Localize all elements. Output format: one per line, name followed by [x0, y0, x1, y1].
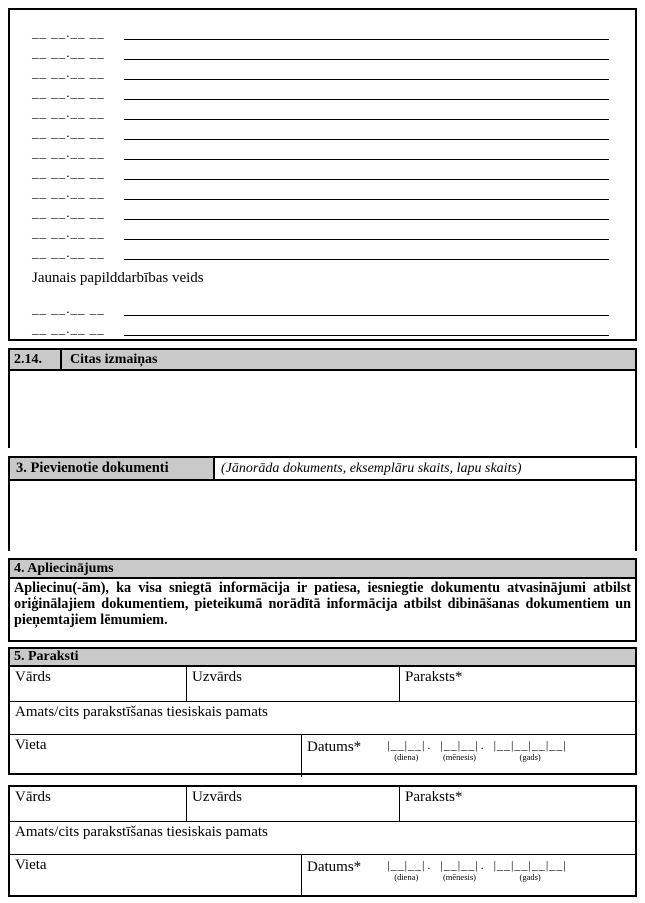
activity-codes-section	[8, 8, 637, 341]
date-year-boxes[interactable]: |__|__|__|__|	[493, 858, 567, 872]
section-2-14-header	[10, 350, 635, 371]
date-separator: .	[480, 858, 484, 872]
activity-description-line[interactable]	[124, 20, 609, 40]
signature-field[interactable]: Paraksts*	[405, 669, 463, 685]
date-day-caption: (diena)	[394, 752, 419, 762]
name-field[interactable]: Vārds	[10, 787, 187, 821]
date-day-boxes[interactable]: |__|__|	[387, 858, 426, 872]
activity-code-row	[32, 220, 609, 240]
place-field[interactable]: Vieta	[10, 735, 302, 777]
activity-code-field[interactable]: __ __.__ __	[32, 165, 105, 180]
date-month-boxes[interactable]: |__|__|	[440, 738, 479, 752]
date-day-group[interactable]	[387, 739, 425, 762]
date-day-caption: (diena)	[394, 872, 419, 882]
activity-code-row	[32, 100, 609, 120]
activity-code-field[interactable]: __ __.__ __	[32, 185, 105, 200]
activity-code-row	[32, 180, 609, 200]
signature-row-names	[10, 787, 635, 822]
activity-description-line[interactable]	[124, 180, 609, 200]
date-year-caption: (gads)	[519, 752, 541, 762]
date-field[interactable]	[302, 735, 635, 777]
signature-row-place-date	[10, 855, 635, 897]
activity-code-field[interactable]: __ __.__ __	[32, 65, 105, 80]
activity-code-row	[32, 40, 609, 60]
section-4-title: 4. Apliecinājums	[14, 560, 114, 576]
signature-row-position	[10, 822, 635, 855]
name-field[interactable]: Vārds	[10, 667, 187, 701]
activity-code-field[interactable]: __ __.__ __	[32, 205, 105, 220]
section-3-hint: (Jānorāda dokuments, eksemplāru skaits, lapu skaits)	[221, 460, 522, 476]
section-signatures	[8, 647, 637, 775]
activity-code-row	[32, 140, 609, 160]
surname-field[interactable]: Uzvārds	[187, 667, 400, 701]
date-separator: .	[427, 858, 431, 872]
activity-code-field[interactable]: __ __.__ __	[32, 105, 105, 120]
new-activity-heading: Jaunais papilddarbības veids	[32, 270, 204, 286]
section-signatures-second	[8, 785, 637, 897]
activity-description-line[interactable]	[124, 160, 609, 180]
activity-description-line[interactable]	[124, 240, 609, 260]
signature-row-position	[10, 702, 635, 735]
section-declaration	[8, 558, 637, 642]
activity-description-line[interactable]	[124, 40, 609, 60]
signature-field[interactable]: Paraksts*	[405, 789, 463, 805]
declaration-text: Apliecinu(-ām), ka visa sniegtā informācija ir patiesa, iesniegtie dokumentu atvasinājumi atbilst oriģinālajiem dokumentiem, pieteikumā norādītā informācija atbilst dibināšanas dokumentiem un pieņemtajiem lēmumiem.	[14, 580, 631, 629]
attached-documents-input-area[interactable]	[10, 481, 635, 551]
date-separator: .	[427, 738, 431, 752]
activity-code-row	[32, 20, 609, 40]
section-3-header	[10, 458, 635, 481]
date-month-boxes[interactable]: |__|__|	[440, 858, 479, 872]
activity-code-row	[32, 120, 609, 140]
section-2-14-title: Citas izmaiņas	[70, 351, 158, 367]
activity-code-field[interactable]: __ __.__ __	[32, 245, 105, 260]
date-label: Datums*	[307, 859, 362, 875]
date-year-group[interactable]	[494, 859, 567, 882]
surname-field[interactable]: Uzvārds	[187, 787, 400, 821]
date-month-caption: (mēnesis)	[442, 752, 477, 762]
activity-code-row	[32, 80, 609, 100]
activity-description-line[interactable]	[124, 316, 609, 336]
activity-description-line[interactable]	[124, 120, 609, 140]
position-field[interactable]: Amats/cits parakstīšanas tiesiskais pamats	[15, 824, 268, 840]
activity-code-field[interactable]: __ __.__ __	[32, 25, 105, 40]
position-field[interactable]: Amats/cits parakstīšanas tiesiskais pamats	[15, 704, 268, 720]
section-5-header	[10, 649, 635, 667]
activity-description-line[interactable]	[124, 60, 609, 80]
date-label: Datums*	[307, 739, 362, 755]
other-changes-input-area[interactable]	[10, 371, 635, 448]
date-day-group[interactable]	[387, 859, 425, 882]
date-year-group[interactable]	[494, 739, 567, 762]
activity-code-field[interactable]: __ __.__ __	[32, 321, 105, 336]
date-field[interactable]	[302, 855, 635, 897]
signature-row-names	[10, 667, 635, 702]
activity-code-field[interactable]: __ __.__ __	[32, 45, 105, 60]
activity-description-line[interactable]	[124, 140, 609, 160]
activity-description-line[interactable]	[124, 296, 609, 316]
date-month-group[interactable]	[440, 859, 478, 882]
activity-code-field[interactable]: __ __.__ __	[32, 125, 105, 140]
section-other-changes	[8, 348, 637, 448]
date-year-caption: (gads)	[519, 872, 541, 882]
activity-code-row	[32, 160, 609, 180]
activity-description-line[interactable]	[124, 80, 609, 100]
date-month-group[interactable]	[440, 739, 478, 762]
date-year-boxes[interactable]: |__|__|__|__|	[493, 738, 567, 752]
activity-code-row	[32, 200, 609, 220]
section-attached-documents	[8, 456, 637, 551]
new-activity-code-row	[32, 316, 609, 336]
activity-code-row	[32, 240, 609, 260]
signature-row-place-date	[10, 735, 635, 777]
activity-code-field[interactable]: __ __.__ __	[32, 301, 105, 316]
activity-code-field[interactable]: __ __.__ __	[32, 85, 105, 100]
section-5-title: 5. Paraksti	[14, 649, 79, 664]
activity-description-line[interactable]	[124, 220, 609, 240]
new-activity-code-row	[32, 296, 609, 316]
section-2-14-number: 2.14.	[10, 350, 62, 369]
activity-description-line[interactable]	[124, 200, 609, 220]
date-separator: .	[480, 738, 484, 752]
date-day-boxes[interactable]: |__|__|	[387, 738, 426, 752]
activity-code-field[interactable]: __ __.__ __	[32, 225, 105, 240]
section-4-header	[10, 560, 635, 579]
place-field[interactable]: Vieta	[10, 855, 302, 897]
section-3-title: 3. Pievienotie dokumenti	[10, 458, 215, 479]
activity-code-field[interactable]: __ __.__ __	[32, 145, 105, 160]
activity-description-line[interactable]	[124, 100, 609, 120]
activity-code-row	[32, 60, 609, 80]
date-month-caption: (mēnesis)	[442, 872, 477, 882]
